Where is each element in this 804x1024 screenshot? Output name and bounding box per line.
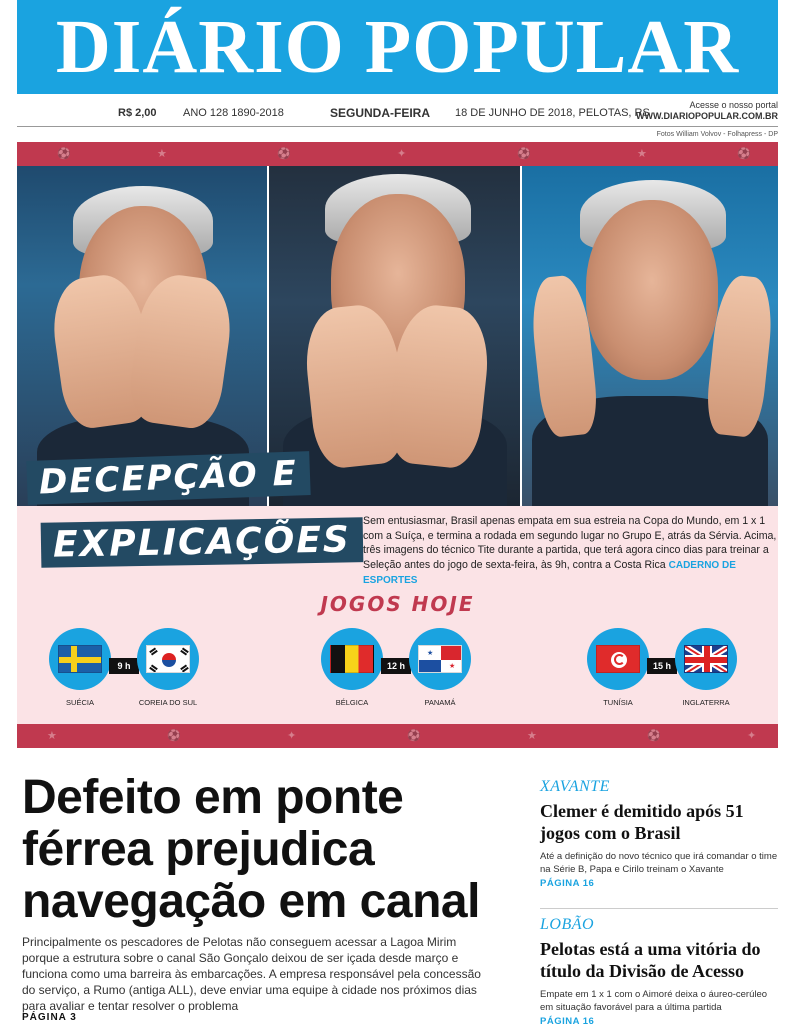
game-time: 15 h [647, 658, 677, 674]
edition-info-bar [17, 98, 778, 124]
portal-info [636, 100, 778, 122]
team-name: PANAMÁ [424, 698, 456, 707]
game-time: 9 h [109, 658, 139, 674]
team-name: INGLATERRA [682, 698, 730, 707]
photo-credit: Fotos William Volvov - Folhapress - DP [656, 131, 778, 138]
portal-label: Acesse o nosso portal [689, 100, 778, 110]
main-story-body: Principalmente os pescadores de Pelotas não conseguem acessar a Lagoa Mirim porque a estrutura sobre o canal São Gonçalo deixou de ser içada desde março e funciona como uma barreira às embarcações. A empresa responsável pela concessão do serviço, a Rumo (antiga ALL), deve enviar uma equipe à cidade nos próximos dias para avaliar e tentar resolver o problema [22, 935, 481, 1013]
south-korea-flag-icon [137, 628, 199, 690]
side-story-text: Empate em 1 x 1 com o Aimoré deixa o áureo-cerúleo em situação favorável para a última partida [540, 989, 768, 1013]
sweden-flag-icon [49, 628, 111, 690]
price: R$ 2,00 [118, 107, 157, 119]
divider [540, 908, 778, 909]
side-story-text: Até a definição do novo técnico que irá comandar o time na Série B, Papa e Cirilo treinam o Xavante [540, 851, 778, 875]
photo-coach-hands-at-ears [522, 166, 778, 506]
decorative-band-top: ⚽ ★ ⚽ ✦ ⚽ ★ ⚽ [17, 142, 778, 166]
main-story-headline[interactable]: Defeito em ponte férrea prejudica navegação em canal [22, 771, 480, 928]
side-story-page-ref: PÁGINA 16 [540, 878, 595, 889]
hero-caption-link[interactable]: CADERNO DE ESPORTES [363, 559, 736, 587]
masthead [17, 0, 778, 94]
side-story-kicker: XAVANTE [540, 778, 610, 795]
hero-panel [17, 142, 778, 748]
divider [17, 126, 778, 127]
hero-caption [363, 514, 777, 589]
game-card [321, 628, 489, 708]
team-name: BÉLGICA [335, 698, 369, 707]
edition-year: ANO 128 1890-2018 [183, 107, 284, 119]
edition-date: 18 DE JUNHO DE 2018, PELOTAS, RS [455, 107, 650, 119]
games-today-title: JOGOS HOJE [320, 592, 475, 616]
belgium-flag-icon [321, 628, 383, 690]
hero-headline-line2: EXPLICAÇÕES [41, 517, 364, 568]
side-story-headline[interactable]: Pelotas está a uma vitória do título da Divisão de Acesso [540, 939, 761, 981]
side-story [540, 916, 780, 1024]
decorative-band-bottom: ★ ⚽ ✦ ⚽ ★ ⚽ ✦ [17, 724, 778, 748]
panama-flag-icon: ★ ★ [409, 628, 471, 690]
portal-url[interactable]: WWW.DIARIOPOPULAR.COM.BR [636, 111, 778, 121]
hero-caption-text: Sem entusiasmar, Brasil apenas empata em sua estreia na Copa do Mundo, em 1 x 1 com a Suíça, e termina a rodada em segundo lugar no Grupo E, atrás da Sérvia. Acima, três imagens do técnico Tite durante a partida, que terá agora cinco dias para treinar a Seleção antes do jogo de sexta-feira, às 9h, contra a Costa Rica [363, 515, 777, 571]
side-story-headline[interactable]: Clemer é demitido após 51 jogos com o Brasil [540, 801, 744, 843]
hero-headline-line1: DECEPÇÃO E [26, 451, 310, 505]
weekday: SEGUNDA-FEIRA [330, 106, 431, 120]
team-name: TUNÍSIA [603, 698, 633, 707]
team-name: SUÉCIA [66, 698, 94, 707]
england-flag-icon [675, 628, 737, 690]
game-card [49, 628, 217, 708]
side-story-kicker: LOBÃO [540, 916, 595, 933]
game-time: 12 h [381, 658, 411, 674]
side-story-page-ref: PÁGINA 16 [540, 1016, 595, 1024]
main-story-page-ref: PÁGINA 3 [22, 1012, 77, 1023]
newspaper-title: DIÁRIO POPULAR [55, 5, 740, 89]
game-card [587, 628, 755, 708]
tunisia-flag-icon [587, 628, 649, 690]
team-name: COREIA DO SUL [138, 698, 198, 707]
side-story [540, 778, 780, 889]
